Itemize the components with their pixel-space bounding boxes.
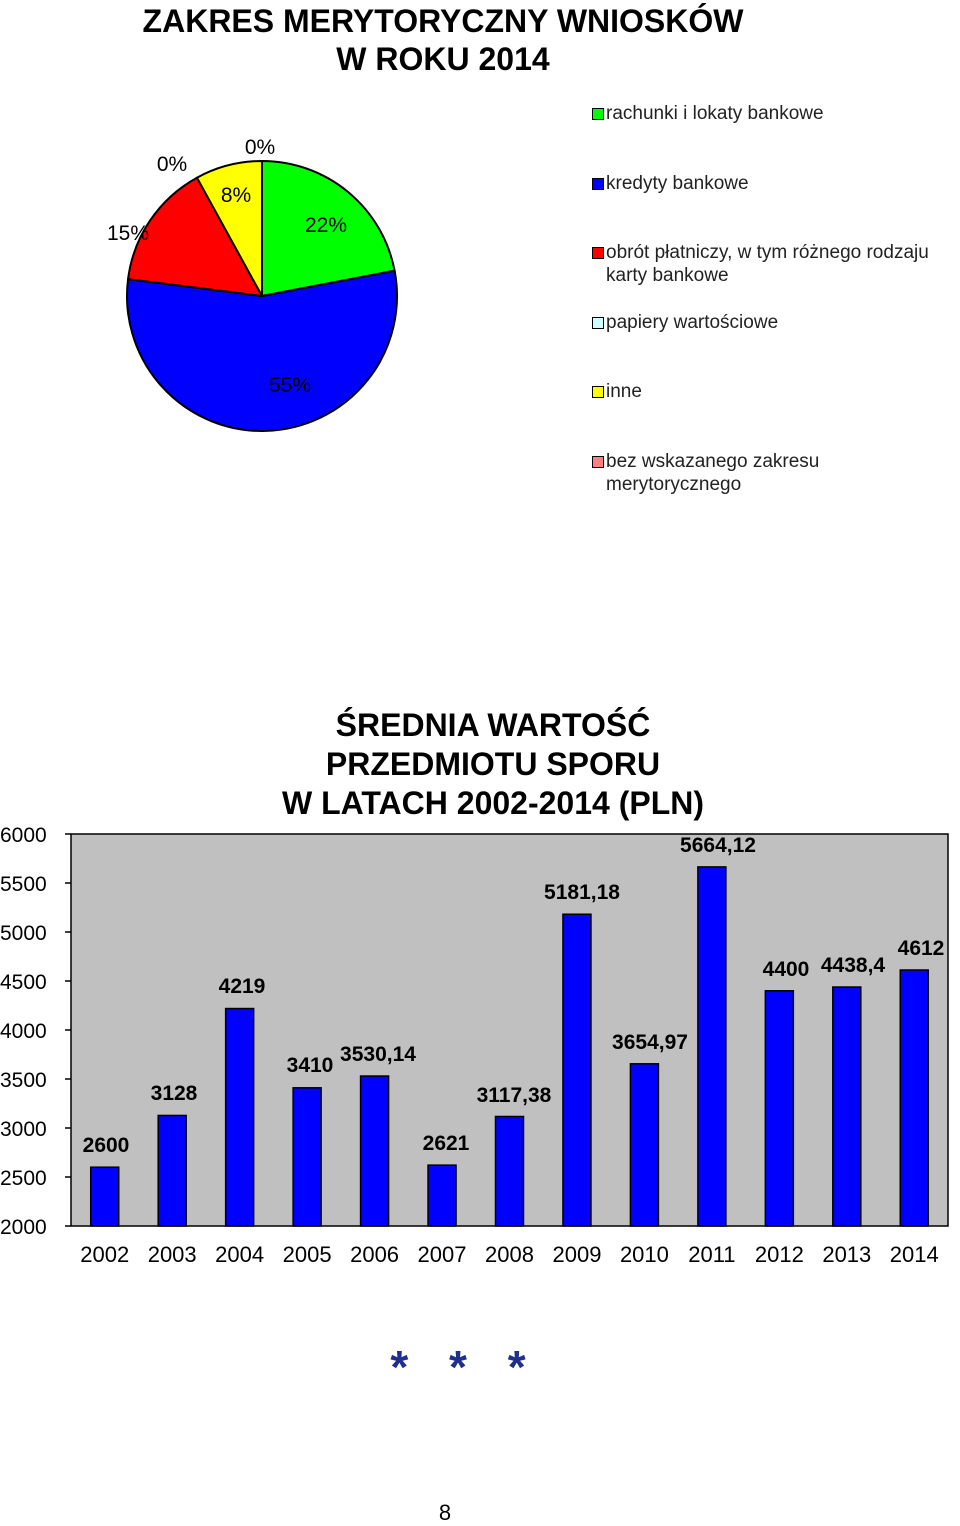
bar: [900, 970, 928, 1226]
y-tick-label: 5500: [0, 873, 47, 896]
bar: [496, 1116, 524, 1226]
x-tick-label: 2010: [619, 1242, 669, 1267]
pie-slice-label: 15%: [106, 222, 150, 245]
bar-value-label: 4400: [762, 958, 810, 981]
bar: [765, 991, 793, 1226]
y-tick-label: 2500: [0, 1167, 47, 1190]
pie-title-line-2: W ROKU 2014: [336, 41, 550, 77]
bar-title-line-1: ŚREDNIA WARTOŚĆ: [335, 707, 651, 743]
pie-slice-label: 55%: [268, 374, 312, 397]
bar-value-label: 5664,12: [680, 834, 756, 857]
x-tick-label: 2002: [80, 1242, 130, 1267]
bar: [630, 1064, 658, 1226]
x-tick-label: 2014: [889, 1242, 939, 1267]
legend-label: bez wskazanego zakresu merytorycznego: [606, 451, 820, 495]
bar: [833, 987, 861, 1226]
page-number: 8: [438, 1500, 452, 1525]
x-tick-label: 2013: [822, 1242, 872, 1267]
bar-value-label: 3128: [150, 1082, 198, 1105]
x-tick-label: 2004: [215, 1242, 265, 1267]
pie-slice-label: 0%: [156, 153, 188, 176]
x-tick-label: 2008: [485, 1242, 534, 1267]
y-tick-label: 6000: [0, 824, 47, 847]
bar-value-label: 3654,97: [612, 1031, 688, 1054]
bar-value-label: 4612: [897, 937, 945, 960]
x-tick-label: 2005: [282, 1242, 332, 1267]
bar: [91, 1167, 119, 1226]
x-tick-label: 2011: [688, 1242, 736, 1267]
bar: [293, 1088, 321, 1226]
bar: [361, 1076, 389, 1226]
y-tick-label: 4000: [0, 1020, 47, 1043]
bar-title-line-3: W LATACH 2002-2014 (PLN): [282, 785, 704, 821]
pie-slice-label: 8%: [220, 184, 252, 207]
x-tick-label: 2006: [350, 1242, 400, 1267]
bar: [698, 867, 726, 1226]
pie-slice-label: 22%: [304, 214, 348, 237]
x-tick-label: 2007: [417, 1242, 467, 1267]
legend-label: inne: [606, 381, 642, 402]
x-tick-label: 2009: [552, 1242, 602, 1267]
section-separator-stars: * * *: [390, 1341, 540, 1393]
legend-label: kredyty bankowe: [606, 173, 749, 194]
bar: [428, 1165, 456, 1226]
y-tick-label: 5000: [0, 922, 47, 945]
bar: [158, 1115, 186, 1226]
legend-label: papiery wartościowe: [606, 312, 779, 333]
y-tick-label: 3000: [0, 1118, 47, 1141]
x-tick-label: 2003: [147, 1242, 197, 1267]
pie-slice-label: 0%: [244, 136, 276, 159]
x-tick-label: 2012: [754, 1242, 804, 1267]
legend-label: obrót płatniczy, w tym różnego rodzaju karty bankowe: [606, 242, 929, 286]
pie-title-line-1: ZAKRES MERYTORYCZNY WNIOSKÓW: [142, 3, 744, 39]
bar-value-label: 3410: [286, 1054, 334, 1077]
legend-label: rachunki i lokaty bankowe: [606, 103, 824, 124]
y-tick-label: 4500: [0, 971, 47, 994]
y-tick-label: 2000: [0, 1216, 47, 1239]
bar-chart-title: [270, 706, 716, 823]
bar-value-label: 3530,14: [340, 1043, 416, 1066]
bar: [226, 1009, 254, 1226]
bar-value-label: 4219: [218, 975, 266, 998]
bar-value-label: 3117,38: [476, 1084, 552, 1107]
y-tick-label: 3500: [0, 1069, 47, 1092]
bar-value-label: 2621: [422, 1132, 470, 1155]
bar: [563, 914, 591, 1226]
bar-value-label: 4438,4: [820, 954, 886, 977]
bar-value-label: 5181,18: [544, 881, 620, 904]
bar-value-label: 2600: [82, 1134, 130, 1157]
bar-title-line-2: PRZEDMIOTU SPORU: [325, 746, 661, 782]
